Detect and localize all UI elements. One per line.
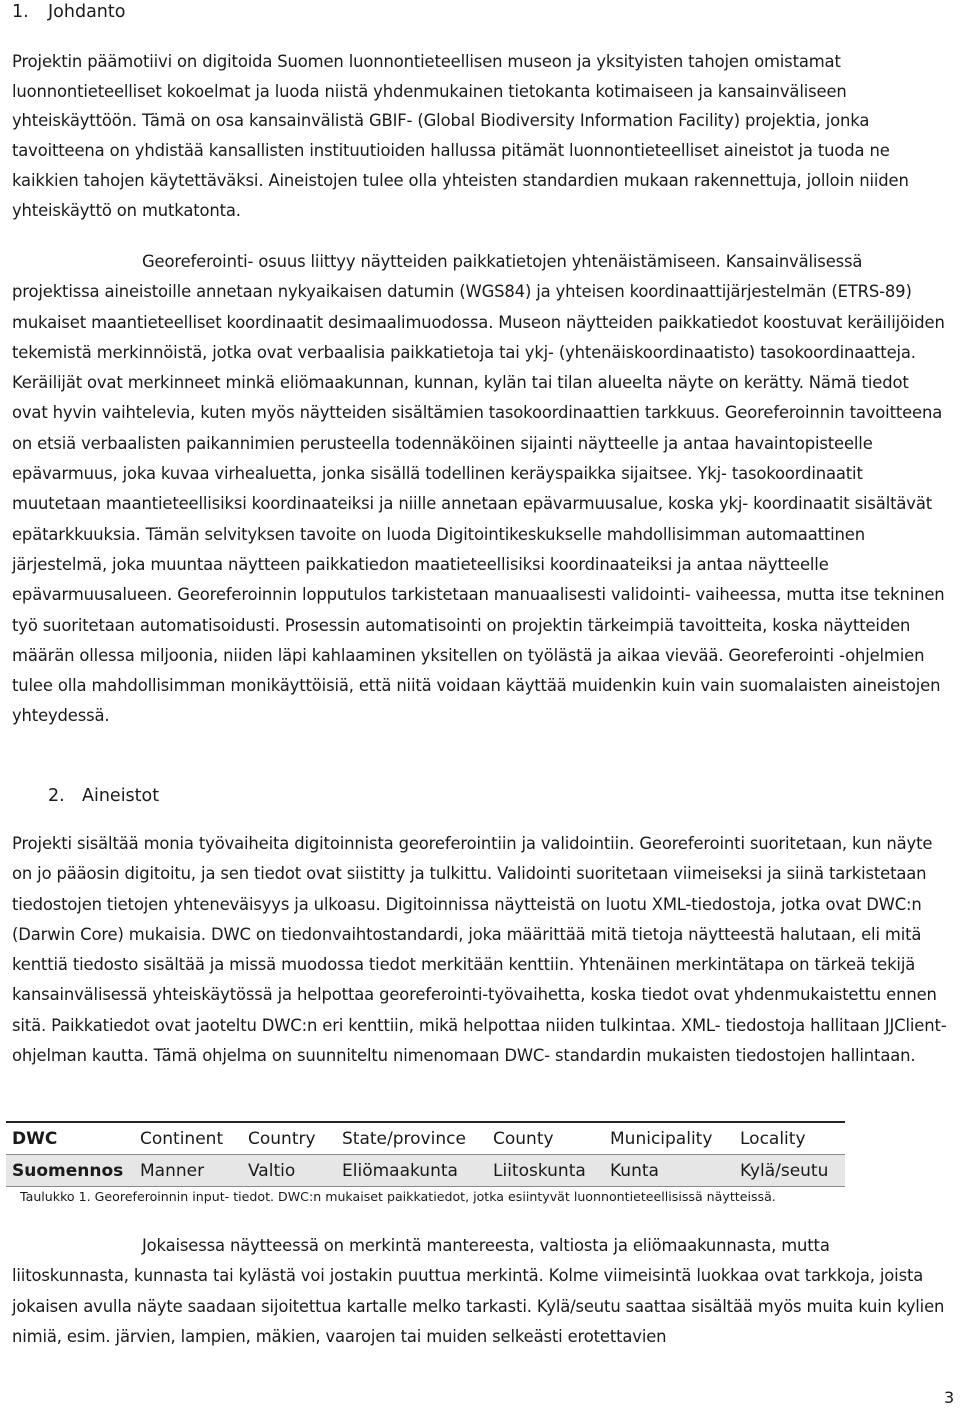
page-number: 3: [944, 1388, 955, 1407]
table-header-cell: Locality: [734, 1122, 845, 1155]
table-cell: Eliömaakunta: [336, 1155, 487, 1187]
table-cell: Manner: [134, 1155, 242, 1187]
section-heading-johdanto: [12, 0, 125, 24]
table-cell: Kunta: [604, 1155, 734, 1187]
table-header-row: [6, 1122, 845, 1155]
table-caption: Taulukko 1. Georeferoinnin input- tiedot. DWC:n mukaiset paikkatiedot, jotka esiintyvät luonnontieteellisissä näytteissä.: [20, 1189, 776, 1204]
table-header-cell: State/province: [336, 1122, 487, 1155]
table-row: [6, 1155, 845, 1187]
table-header-cell: Municipality: [604, 1122, 734, 1155]
paragraph-merkinnat-text: Jokaisessa näytteessä on merkintä mantereesta, valtiosta ja eliömaakunnasta, mutta liitoskunnasta, kunnasta tai kylästä voi jostakin puuttua merkintä. Kolme viimeisintä luokkaa ovat tarkkoja, joista jokaisen avulla näyte saadaan sijoitettua kartalle melko tarkasti. Kylä/seutu saattaa sisältää myös muita kuin kylien nimiä, esim. järvien, lampien, mäkien, vaarojen tai muiden selkeästi erotettavien: [12, 1236, 945, 1346]
section-number: 1.: [12, 2, 29, 22]
table-header-cell: Country: [242, 1122, 336, 1155]
section-title: Aineistot: [82, 786, 160, 806]
dwc-table: [6, 1121, 845, 1187]
paragraph-georeferointi-text: Georeferointi- osuus liittyy näytteiden paikkatietojen yhtenäistämiseen. Kansainvälisessä projektissa aineistoille annetaan nykyaikaisen datumin (WGS84) ja yhteisen koordinaattijärjestelmän (ETRS-89) mukaiset maantieteelliset koordinaatit desimaalimuodossa. Museon näytteiden paikkatiedot koostuvat keräilijöiden tekemistä merkinnöistä, jotka ovat verbaalisia paikkatietoja tai ykj- (yhtenäiskoordinaatisto) tasokoordinaatteja. Keräilijät ovat merkinneet minkä eliömaakunnan, kunnan, kylän tai tilan alueelta näyte on kerätty. Nämä tiedot ovat hyvin vaihtelevia, kuten myös näytteiden sisältämien tasokoordinaattien tarkkuus. Georeferoinnin tavoitteena on etsiä verbaalisten paikannimien perusteella todennäköinen sijainti näytteelle ja antaa havaintopisteelle epävarmuus, joka kuvaa virhealuetta, jonka sisällä todellinen keräyspaikka sijaitsee. Ykj- tasokoordinaatit muutetaan maantieteellisiksi koordinaateiksi ja niille annetaan epävarmuusalue, koska ykj- koordinaatit sisältävät epätarkkuuksia. Tämän selvityksen tavoite on luoda Digitointikeskukselle mahdollisimman automaattinen järjestelmä, joka muuntaa näytteen paikkatiedon maatieteellisiksi koordinaateiksi ja antaa näytteelle epävarmuusalueen. Georeferoinnin lopputulos tarkistetaan manuaalisesti validointi- vaiheessa, mutta itse tekninen työ suoritetaan automatisoidusti. Prosessin automatisointi on projektin tärkeimpiä tavoitteita, koska näytteiden määrän ollessa miljoonia, niiden läpi kahlaaminen yksitellen on työlästä ja aikaa vievää. Georeferointi -ohjelmien tulee olla mahdollisimman monikäyttöisiä, että niitä voidaan käyttää muidenkin kuin vain suomalaisten aineistojen yhteydessä.: [12, 252, 945, 726]
table-cell: Kylä/seutu: [734, 1155, 845, 1187]
section-heading-aineistot: [48, 784, 159, 808]
table-header-cell: Continent: [134, 1122, 242, 1155]
paragraph-georeferointi: [12, 247, 948, 732]
table-cell: Valtio: [242, 1155, 336, 1187]
table-header-cell: DWC: [6, 1122, 134, 1155]
paragraph-intro: Projektin päämotiivi on digitoida Suomen luonnontieteellisen museon ja yksityisten tahojen omistamat luonnontieteelliset kokoelmat ja luoda niistä yhdenmukainen tietokanta kotimaiseen ja kansainväliseen yhteiskäyttöön. Tämä on osa kansainvälistä GBIF- (Global Biodiversity Information Facility) projektia, jonka tavoitteena on yhdistää kansallisten instituutioiden hallussa pitämät luonnontieteelliset aineistot ja tuoda ne kaikkien tahojen käytettäväksi. Aineistojen tulee olla yhteisten standardien mukaan rakennettuja, jolloin niiden yhteiskäyttö on mutkatonta.: [12, 52, 909, 220]
table-cell: Liitoskunta: [487, 1155, 604, 1187]
paragraph-merkinnat: [12, 1231, 948, 1352]
section-title: Johdanto: [48, 2, 126, 22]
paragraph-aineistot: Projekti sisältää monia työvaiheita digitoinnista georeferointiin ja validointiin. Georeferointi suoritetaan, kun näyte on jo pääosin digitoitu, ja sen tiedot ovat siistitty ja tulkittu. Validointi suoritetaan viimeiseksi ja siinä tarkistetaan tiedostojen tietojen yhteneväisyys ja ulkoasu. Digitoinnissa näytteistä on luotu XML-tiedostoja, jotka ovat DWC:n (Darwin Core) mukaisia. DWC on tiedonvaihtostandardi, joka määrittää mitä tietoja näytteestä halutaan, eli mitä kenttiä tiedosto sisältää ja missä muodossa tiedot merkitään kenttiin. Yhtenäinen merkintätapa on tärkeä tekijä kansainvälisessä yhteiskäytössä ja helpottaa georeferointi-työvaihetta, koska tiedot ovat yhdenmukaistettu ennen sitä. Paikkatiedot ovat jaoteltu DWC:n eri kenttiin, mikä helpottaa niiden tulkintaa. XML- tiedostoja hallitaan JJClient- ohjelman kautta. Tämä ohjelma on suunniteltu nimenomaan DWC- standardin mukaisten tiedostojen hallintaan.: [12, 834, 947, 1066]
table-header-cell: County: [487, 1122, 604, 1155]
table-cell: Suomennos: [6, 1155, 134, 1187]
section-number: 2.: [48, 786, 65, 806]
